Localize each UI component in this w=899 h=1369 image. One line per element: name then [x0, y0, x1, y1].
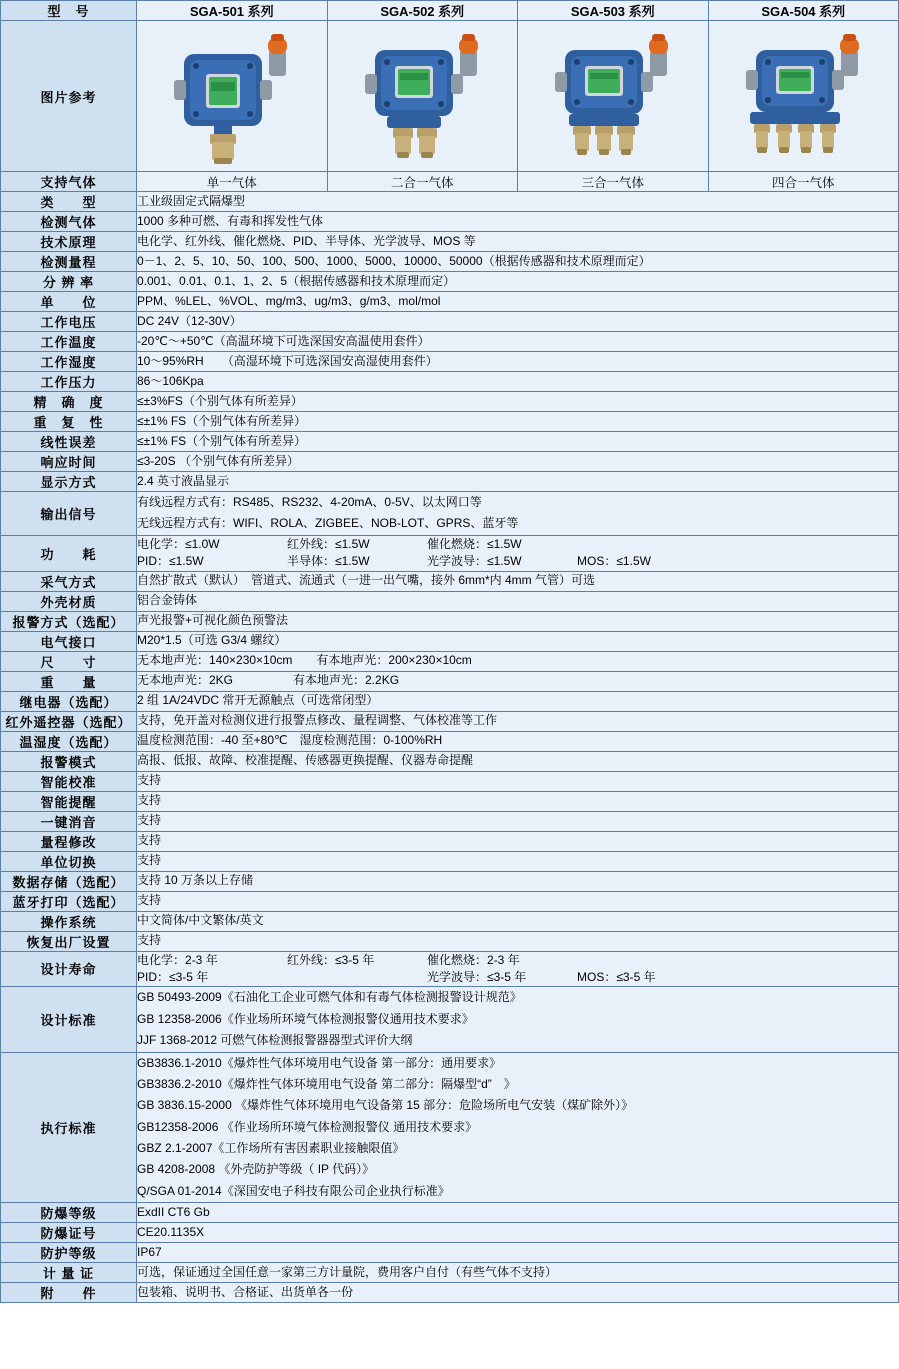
life-key: 电化学：	[137, 952, 186, 967]
row-value: 铝合金铸体	[137, 591, 899, 611]
table-row	[1, 791, 899, 811]
row-value-output-signal	[137, 492, 899, 536]
table-row	[1, 891, 899, 911]
table-row	[1, 631, 899, 651]
life-item	[577, 969, 656, 986]
exec-std-line: GBZ 2.1-2007《工作场所有害因素职业接触限值》	[137, 1141, 405, 1156]
row-value-exec-standard	[137, 1052, 899, 1203]
row-value: 无本地声光：2KG 有本地声光：2.2KG	[137, 671, 899, 691]
row-value: 86～106Kpa	[137, 372, 899, 392]
life-key: MOS：	[577, 969, 617, 984]
table-row	[1, 691, 899, 711]
row-label-power: 功 耗	[1, 535, 137, 571]
row-label: 响应时间	[1, 452, 137, 472]
power-key: PID：	[137, 554, 170, 569]
row-value: 支持	[137, 791, 899, 811]
table-row	[1, 412, 899, 432]
row-label: 显示方式	[1, 472, 137, 492]
life-value: ≤3-5 年	[169, 969, 209, 984]
row-label: 技术原理	[1, 232, 137, 252]
power-item	[427, 553, 577, 570]
row-label: 采气方式	[1, 571, 137, 591]
power-line-1	[137, 536, 898, 553]
output-line-wireless: 无线远程方式有：WIFI、ROLA、ZIGBEE、NOB-LOT、GPRS、蓝牙等	[137, 516, 519, 531]
row-label: 工作压力	[1, 372, 137, 392]
power-value: ≤1.5W	[487, 554, 522, 569]
row-value: PPM、%LEL、%VOL、mg/m3、ug/m3、g/m3、mol/mol	[137, 292, 899, 312]
row-label: 继电器（选配）	[1, 691, 137, 711]
row-value: 2.4 英寸液晶显示	[137, 472, 899, 492]
row-label: 智能校准	[1, 771, 137, 791]
life-line-2	[137, 969, 898, 986]
table-row-images	[1, 21, 899, 172]
row-value-design-standard	[137, 987, 899, 1052]
row-value: 支持	[137, 811, 899, 831]
row-value: 温度检测范围：-40 至+80℃ 湿度检测范围：0-100%RH	[137, 731, 899, 751]
row-label: 操作系统	[1, 911, 137, 931]
power-value: ≤1.5W	[487, 536, 522, 551]
table-row	[1, 1283, 899, 1303]
row-value: 支持	[137, 831, 899, 851]
detector-image-1	[137, 21, 328, 172]
row-label: 检测气体	[1, 212, 137, 232]
life-line-1	[137, 952, 898, 969]
power-value: ≤1.5W	[335, 554, 370, 569]
row-value: 支持 10 万条以上存储	[137, 871, 899, 891]
row-value: ExdII CT6 Gb	[137, 1203, 899, 1223]
row-value: 工业级固定式隔爆型	[137, 192, 899, 212]
power-key: MOS：	[577, 554, 617, 569]
table-row	[1, 1223, 899, 1243]
life-value: ≤3-5 年	[487, 969, 527, 984]
table-row	[1, 452, 899, 472]
gas-cell-3: 三合一气体	[518, 172, 709, 192]
row-label: 工作湿度	[1, 352, 137, 372]
row-value: 支持，免开盖对检测仪进行报警点修改、量程调整、气体校准等工作	[137, 711, 899, 731]
power-key: 电化学：	[137, 536, 186, 551]
exec-std-line: Q/SGA 01-2014《深国安电子科技有限公司企业执行标准》	[137, 1183, 450, 1198]
detector-image-4	[708, 21, 899, 172]
life-value: ≤3-5 年	[335, 952, 375, 967]
row-label-design-standard: 设计标准	[1, 987, 137, 1052]
life-key: 光学波导：	[427, 969, 488, 984]
row-value: 2 组 1A/24VDC 常开无源触点（可选常闭型）	[137, 691, 899, 711]
output-line-wired: 有线远程方式有：RS485、RS232、4-20mA、0-5V、以太网口等	[137, 495, 482, 509]
row-value: 可选，保证通过全国任意一家第三方计量院，费用客户自付（有些气体不支持）	[137, 1263, 899, 1283]
row-value: 电化学、红外线、催化燃烧、PID、半导体、光学波导、MOS 等	[137, 232, 899, 252]
table-row	[1, 252, 899, 272]
table-row	[1, 851, 899, 871]
row-value: ≤±1% FS（个别气体有所差异）	[137, 412, 899, 432]
row-label: 蓝牙打印（选配）	[1, 891, 137, 911]
model-cell-1: SGA-501 系列	[137, 1, 328, 21]
table-row	[1, 671, 899, 691]
table-row	[1, 232, 899, 252]
row-value: M20*1.5（可选 G3/4 螺纹）	[137, 631, 899, 651]
table-row	[1, 192, 899, 212]
power-item	[287, 553, 427, 570]
row-label: 电气接口	[1, 631, 137, 651]
row-label: 一键消音	[1, 811, 137, 831]
row-value: ≤±3%FS（个别气体有所差异）	[137, 392, 899, 412]
power-item	[287, 536, 427, 553]
table-row	[1, 811, 899, 831]
row-value: CE20.1135X	[137, 1223, 899, 1243]
power-key: 光学波导：	[427, 554, 488, 569]
row-value: DC 24V（12-30V）	[137, 312, 899, 332]
table-row	[1, 1263, 899, 1283]
detector-image-2	[327, 21, 518, 172]
table-row	[1, 1243, 899, 1263]
row-label: 防爆证号	[1, 1223, 137, 1243]
row-label: 附 件	[1, 1283, 137, 1303]
table-row	[1, 212, 899, 232]
row-value: 高报、低报、故障、校准提醒、传感器更换提醒、仪器寿命提醒	[137, 751, 899, 771]
table-row	[1, 472, 899, 492]
life-key: PID：	[137, 969, 170, 984]
table-row	[1, 272, 899, 292]
row-label: 精 确 度	[1, 392, 137, 412]
life-value: 2-3 年	[487, 952, 520, 967]
row-label-exec-standard: 执行标准	[1, 1052, 137, 1203]
life-value: 2-3 年	[185, 952, 218, 967]
row-label: 线性误差	[1, 432, 137, 452]
row-label: 尺 寸	[1, 651, 137, 671]
power-item	[137, 536, 287, 553]
table-row-supported-gas	[1, 172, 899, 192]
table-row-model	[1, 1, 899, 21]
power-item	[137, 553, 287, 570]
power-value: ≤1.0W	[185, 536, 220, 551]
row-label: 数据存储（选配）	[1, 871, 137, 891]
row-label-model: 型 号	[1, 1, 137, 21]
row-value: IP67	[137, 1243, 899, 1263]
row-label: 量程修改	[1, 831, 137, 851]
table-row	[1, 292, 899, 312]
row-label: 工作温度	[1, 332, 137, 352]
row-value: 支持	[137, 891, 899, 911]
row-label: 外壳材质	[1, 591, 137, 611]
table-row-power	[1, 535, 899, 571]
design-std-line: JJF 1368-2012 可燃气体检测报警器器型式评价大纲	[137, 1033, 413, 1048]
exec-std-line: GB 3836.15-2000 《爆炸性气体环境用电气设备第 15 部分：危险场所电气安装（煤矿除外）》	[137, 1098, 634, 1113]
table-row	[1, 911, 899, 931]
exec-std-line: GB3836.2-2010《爆炸性气体环境用电气设备 第二部分：隔爆型“d” 》	[137, 1076, 516, 1091]
table-row	[1, 571, 899, 591]
table-row-design-life	[1, 951, 899, 987]
row-value: 中文简体/中文繁体/英文	[137, 911, 899, 931]
row-label: 防护等级	[1, 1243, 137, 1263]
row-label: 智能提醒	[1, 791, 137, 811]
row-value: 声光报警+可视化颜色预警法	[137, 611, 899, 631]
row-value: -20℃～+50℃（高温环境下可选深国安高温使用套件）	[137, 332, 899, 352]
table-row	[1, 871, 899, 891]
table-row	[1, 611, 899, 631]
life-key: 催化燃烧：	[427, 952, 488, 967]
life-item	[137, 969, 287, 986]
life-key: 红外线：	[287, 952, 336, 967]
row-label: 红外遥控器（选配）	[1, 711, 137, 731]
row-label: 单 位	[1, 292, 137, 312]
row-label: 类 型	[1, 192, 137, 212]
row-label: 单位切换	[1, 851, 137, 871]
row-label: 工作电压	[1, 312, 137, 332]
table-row-design-standard	[1, 987, 899, 1052]
table-row	[1, 372, 899, 392]
row-value: 1000 多种可燃、有毒和挥发性气体	[137, 212, 899, 232]
row-value: ≤3-20S （个别气体有所差异）	[137, 452, 899, 472]
row-label-supported-gas: 支持气体	[1, 172, 137, 192]
row-label-output-signal: 输出信号	[1, 492, 137, 536]
table-row	[1, 1203, 899, 1223]
exec-std-line: GB3836.1-2010《爆炸性气体环境用电气设备 第一部分：通用要求》	[137, 1055, 502, 1070]
row-value: 0.001、0.01、0.1、1、2、5（根据传感器和技术原理而定）	[137, 272, 899, 292]
life-item	[137, 952, 287, 969]
power-value: ≤1.5W	[335, 536, 370, 551]
table-row-output-signal	[1, 492, 899, 536]
power-key: 催化燃烧：	[427, 536, 488, 551]
row-label: 防爆等级	[1, 1203, 137, 1223]
table-row	[1, 711, 899, 731]
row-value: ≤±1% FS（个别气体有所差异）	[137, 432, 899, 452]
quad-gas-detector-icon	[716, 24, 891, 169]
detector-image-3	[518, 21, 709, 172]
life-value: ≤3-5 年	[616, 969, 656, 984]
power-item	[577, 553, 651, 570]
row-label: 检测量程	[1, 252, 137, 272]
table-row	[1, 931, 899, 951]
row-value: 包装箱、说明书、合格证、出货单各一份	[137, 1283, 899, 1303]
life-item	[287, 952, 427, 969]
life-item	[287, 969, 427, 986]
life-item	[427, 952, 577, 969]
row-label: 重 量	[1, 671, 137, 691]
table-row	[1, 432, 899, 452]
model-cell-3: SGA-503 系列	[518, 1, 709, 21]
table-row	[1, 332, 899, 352]
row-value: 10～95%RH （高湿环境下可选深国安高湿使用套件）	[137, 352, 899, 372]
row-label: 报警方式（选配）	[1, 611, 137, 631]
row-label: 恢复出厂设置	[1, 931, 137, 951]
row-label-design-life: 设计寿命	[1, 951, 137, 987]
model-cell-4: SGA-504 系列	[708, 1, 899, 21]
table-row	[1, 771, 899, 791]
table-row	[1, 392, 899, 412]
exec-std-line: GB 4208-2008 《外壳防护等级（ IP 代码）》	[137, 1162, 375, 1177]
power-item	[427, 536, 577, 553]
power-line-2	[137, 553, 898, 570]
exec-std-line: GB12358-2006 《作业场所环境气体检测报警仪 通用技术要求》	[137, 1119, 478, 1134]
row-label: 报警模式	[1, 751, 137, 771]
row-value-design-life	[137, 951, 899, 987]
table-row	[1, 731, 899, 751]
power-value: ≤1.5W	[169, 554, 204, 569]
power-key: 红外线：	[287, 536, 336, 551]
table-row	[1, 312, 899, 332]
row-label: 分 辨 率	[1, 272, 137, 292]
power-key: 半导体：	[287, 554, 336, 569]
design-std-line: GB 50493-2009《石油化工企业可燃气体和有毒气体检测报警设计规范》	[137, 990, 522, 1005]
row-value: 支持	[137, 851, 899, 871]
table-row	[1, 751, 899, 771]
row-value: 0－1、2、5、10、50、100、500、1000、5000、10000、50000（根据传感器和技术原理而定）	[137, 252, 899, 272]
row-label: 温湿度（选配）	[1, 731, 137, 751]
model-cell-2: SGA-502 系列	[327, 1, 518, 21]
dual-gas-detector-icon	[335, 24, 510, 169]
table-row	[1, 651, 899, 671]
row-value: 无本地声光：140×230×10cm 有本地声光：200×230×10cm	[137, 651, 899, 671]
row-value: 支持	[137, 771, 899, 791]
row-value-power	[137, 535, 899, 571]
table-row-exec-standard	[1, 1052, 899, 1203]
table-row	[1, 591, 899, 611]
gas-cell-2: 二合一气体	[327, 172, 518, 192]
triple-gas-detector-icon	[525, 24, 700, 169]
design-std-line: GB 12358-2006《作业场所环境气体检测报警仪通用技术要求》	[137, 1011, 474, 1026]
gas-cell-4: 四合一气体	[708, 172, 899, 192]
row-label-images: 图片参考	[1, 21, 137, 172]
row-label: 计 量 证	[1, 1263, 137, 1283]
table-row	[1, 352, 899, 372]
row-value: 自然扩散式（默认） 管道式、流通式（一进一出气嘴，接外 6mm*内 4mm 气管）可选	[137, 571, 899, 591]
row-label: 重 复 性	[1, 412, 137, 432]
table-row	[1, 831, 899, 851]
single-gas-detector-icon	[144, 24, 319, 169]
row-value: 支持	[137, 931, 899, 951]
power-value: ≤1.5W	[616, 554, 651, 569]
gas-cell-1: 单一气体	[137, 172, 328, 192]
life-item	[427, 969, 577, 986]
